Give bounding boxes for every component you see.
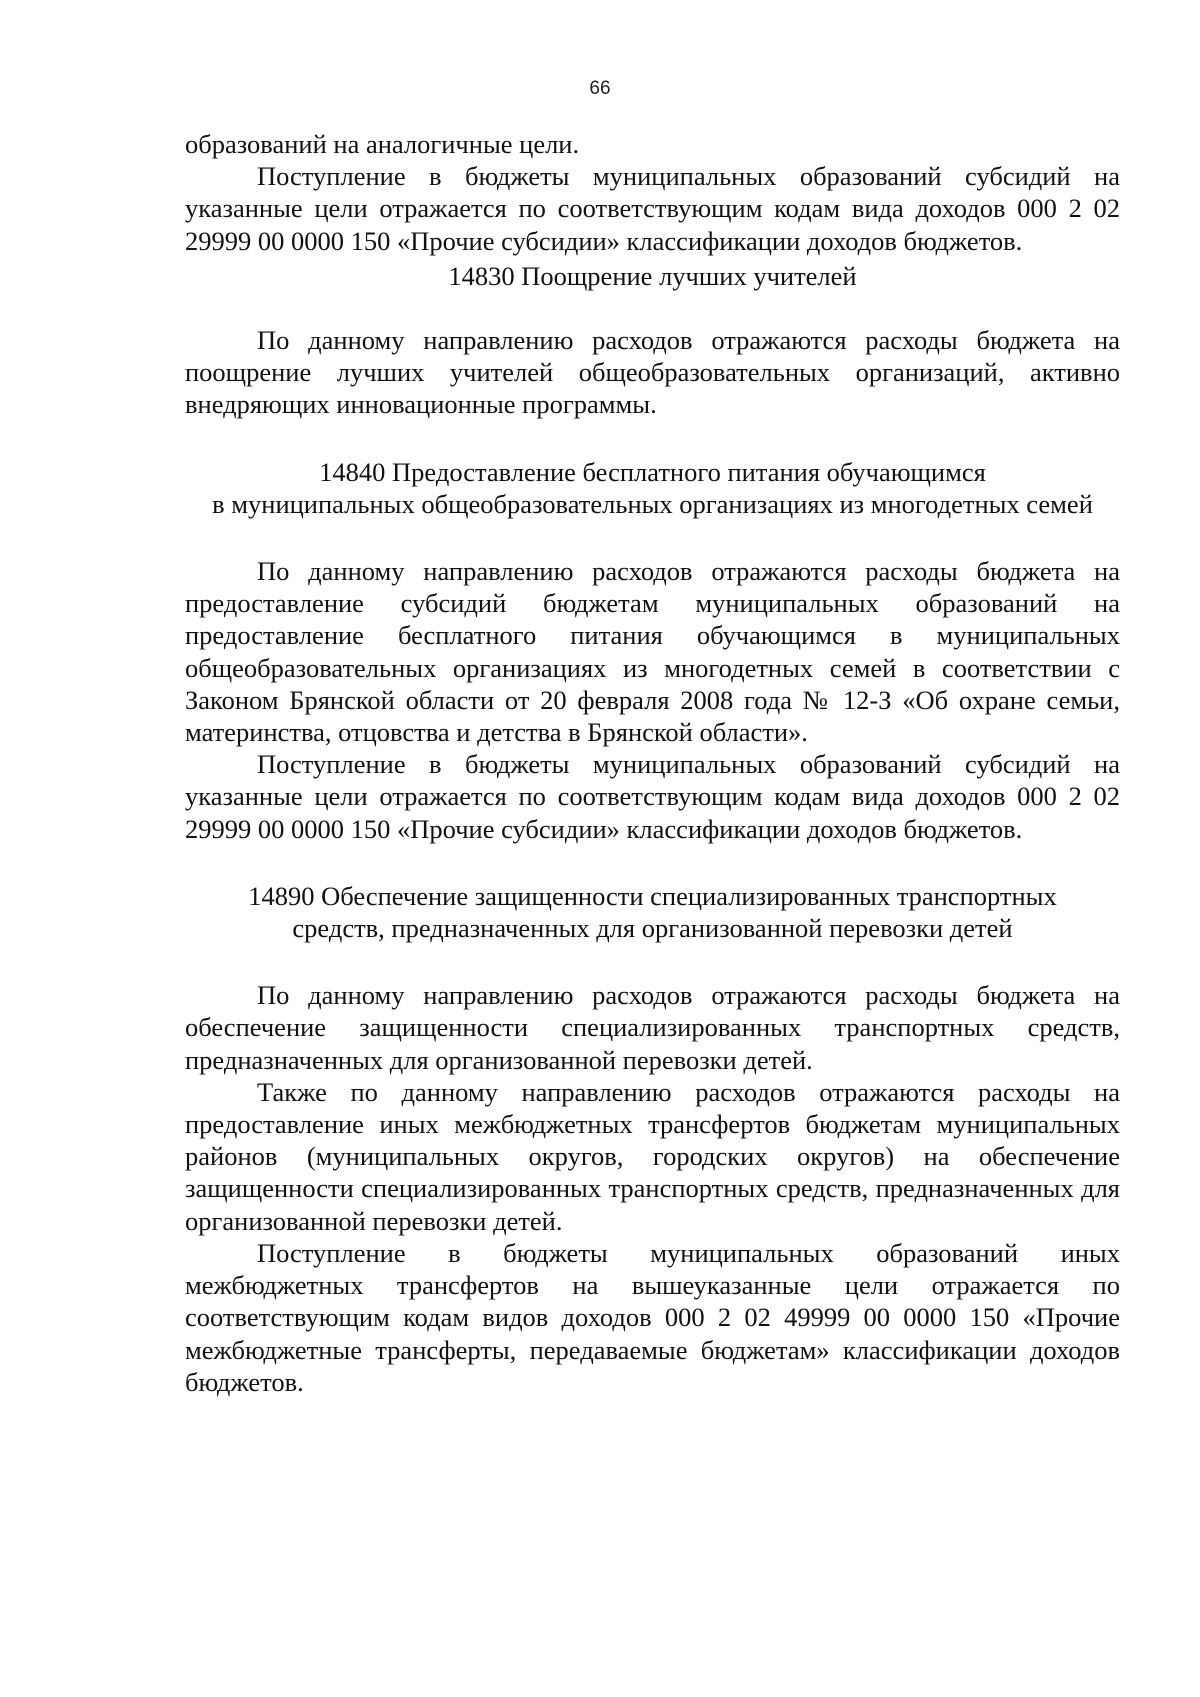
paragraph-transport-security: По данному направлению расходов отражаются расходы бюджета на обеспечение защищенности специализированных транспортных средств, предназначенных для организованной перевозки детей. xyxy=(185,980,1120,1075)
heading-14840-line-1: 14840 Предоставление бесплатного питания обучающимся xyxy=(319,456,986,487)
section-heading-14830: 14830 Поощрение лучших учителей xyxy=(448,260,857,291)
paragraph-continuation: образований на аналогичные цели. xyxy=(185,129,580,159)
paragraph-best-teachers: По данному направлению расходов отражаются расходы бюджета на поощрение лучших учителей общеобразовательных организаций, активно внедряющих инновационные программы. xyxy=(185,325,1120,420)
document-body xyxy=(185,128,1120,1398)
paragraph-subsidies-receipt-1: Поступление в бюджеты муниципальных образований субсидий на указанные цели отражается по соответствующим кодам вида доходов 000 2 02 29999 00 0000 150 «Прочие субсидии» классификации доходов бюджетов. xyxy=(185,161,1120,256)
paragraph-transfers-receipt: Поступление в бюджеты муниципальных образований иных межбюджетных трансфертов на вышеуказанные цели отражается по соответствующим кодам видов доходов 000 2 02 49999 00 0000 150 «Прочие межбюджетные трансферты, передаваемые бюджетам» классификации доходов бюджетов. xyxy=(185,1237,1120,1397)
section-heading-14890 xyxy=(185,880,1120,944)
page-number: 66 xyxy=(589,78,611,99)
heading-14890-line-2: средств, предназначенных для организованной перевозки детей xyxy=(292,913,1013,944)
section-heading-14840 xyxy=(185,456,1120,520)
heading-14840-line-2: в муниципальных общеобразовательных организациях из многодетных семей xyxy=(212,488,1093,519)
paragraph-subsidies-receipt-2: Поступление в бюджеты муниципальных образований субсидий на указанные цели отражается по соответствующим кодам вида доходов 000 2 02 29999 00 0000 150 «Прочие субсидии» классификации доходов бюджетов. xyxy=(185,749,1120,844)
paragraph-free-meals: По данному направлению расходов отражаются расходы бюджета на предоставление субсидий бюджетам муниципальных образований на предоставление бесплатного питания обучающимся в муниципальных общеобразовательных организациях из многодетных семей в соответствии с Законом Брянской области от 20 февраля 2008 года № 12-З «Об охране семьи, материнства, отцовства и детства в Брянской области». xyxy=(185,556,1120,748)
heading-14890-line-1: 14890 Обеспечение защищенности специализированных транспортных xyxy=(248,880,1057,911)
paragraph-interbudget-transfers: Также по данному направлению расходов отражаются расходы на предоставление иных межбюджетных трансфертов бюджетам муниципальных районов (муниципальных округов, городских округов) на обеспечение защищенности специализированных транспортных средств, предназначенных для организованной перевозки детей. xyxy=(185,1076,1120,1236)
